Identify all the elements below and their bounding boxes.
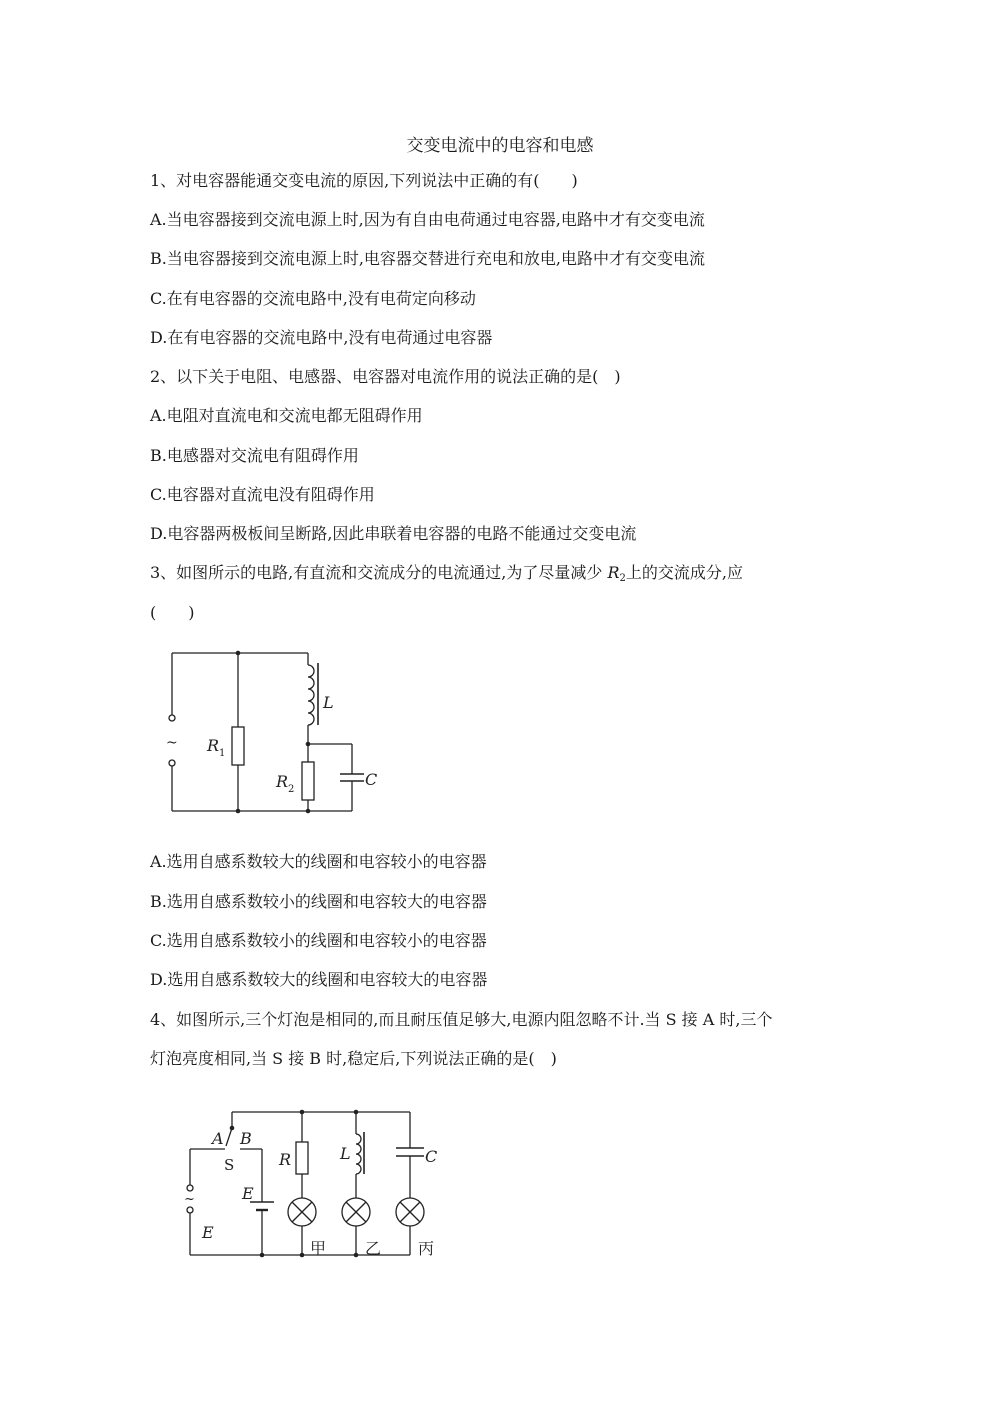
question-3-stem-before: 3、如图所示的电路,有直流和交流成分的电流通过,为了尽量减少 [150,563,608,582]
r1-label: R [207,736,220,755]
inductor-label: L [323,693,334,712]
question-2-option-a: A.电阻对直流电和交流电都无阻碍作用 [150,406,423,425]
page-title: 交变电流中的电容和电感 [406,136,594,156]
lamp-1-label: 甲 [310,1239,327,1258]
dc-source-label: E [242,1184,254,1203]
question-3-option-a: A.选用自感系数较大的线圈和电容较小的电容器 [150,852,487,871]
question-3-stem [150,563,743,589]
question-3-stem-var: R [607,563,620,582]
question-3-option-d: D.选用自感系数较大的线圈和电容较大的电容器 [150,970,488,989]
inductor-label: L [340,1144,351,1163]
question-3-stem-sub: 2 [619,573,626,584]
question-3-stem-line2: ( ) [150,603,195,622]
capacitor-label: C [365,770,378,789]
ac-source-symbol: ~ [166,735,178,751]
question-4-stem-line2: 灯泡亮度相同,当 S 接 B 时,稳定后,下列说法正确的是( ) [150,1049,557,1068]
lamp-2-label: 乙 [365,1239,382,1258]
lamp-3-label: 丙 [418,1239,435,1258]
switch-label: S [224,1156,235,1174]
r2-subscript: 2 [288,784,295,795]
circuit-figure-1 [160,645,400,820]
question-3-stem-after: 上的交流成分,应 [625,563,743,582]
question-1-option-d: D.在有电容器的交流电路中,没有电荷通过电容器 [150,328,493,347]
r1-subscript: 1 [219,748,226,759]
circuit-figure-2 [180,1102,450,1267]
resistor-label: R [279,1150,292,1169]
question-2-option-d: D.电容器两极板间呈断路,因此串联着电容器的电路不能通过交变电流 [150,524,637,543]
question-2-option-c: C.电容器对直流电没有阻碍作用 [150,485,375,504]
ac-source-label: E [202,1223,214,1242]
r2-label: R [276,772,289,791]
question-2-option-b: B.电感器对交流电有阻碍作用 [150,446,359,465]
question-4-stem-line1: 4、如图所示,三个灯泡是相同的,而且耐压值足够大,电源内阻忽略不计.当 S 接 A 时,三个 [150,1010,773,1029]
ac-source-symbol: ~ [184,1192,195,1207]
question-3-option-b: B.选用自感系数较小的线圈和电容较大的电容器 [150,892,487,911]
question-1-option-a: A.当电容器接到交流电源上时,因为有自由电荷通过电容器,电路中才有交变电流 [150,210,705,229]
capacitor-label: C [425,1147,438,1166]
question-1-option-b: B.当电容器接到交流电源上时,电容器交替进行充电和放电,电路中才有交变电流 [150,249,706,268]
question-2-stem: 2、以下关于电阻、电感器、电容器对电流作用的说法正确的是( ) [150,367,621,386]
terminal-b-label: B [240,1129,252,1148]
question-3-option-c: C.选用自感系数较小的线圈和电容较小的电容器 [150,931,487,950]
terminal-a-label: A [212,1129,224,1148]
question-1-stem: 1、对电容器能通交变电流的原因,下列说法中正确的有( ) [150,171,578,190]
question-1-option-c: C.在有电容器的交流电路中,没有电荷定向移动 [150,289,476,308]
